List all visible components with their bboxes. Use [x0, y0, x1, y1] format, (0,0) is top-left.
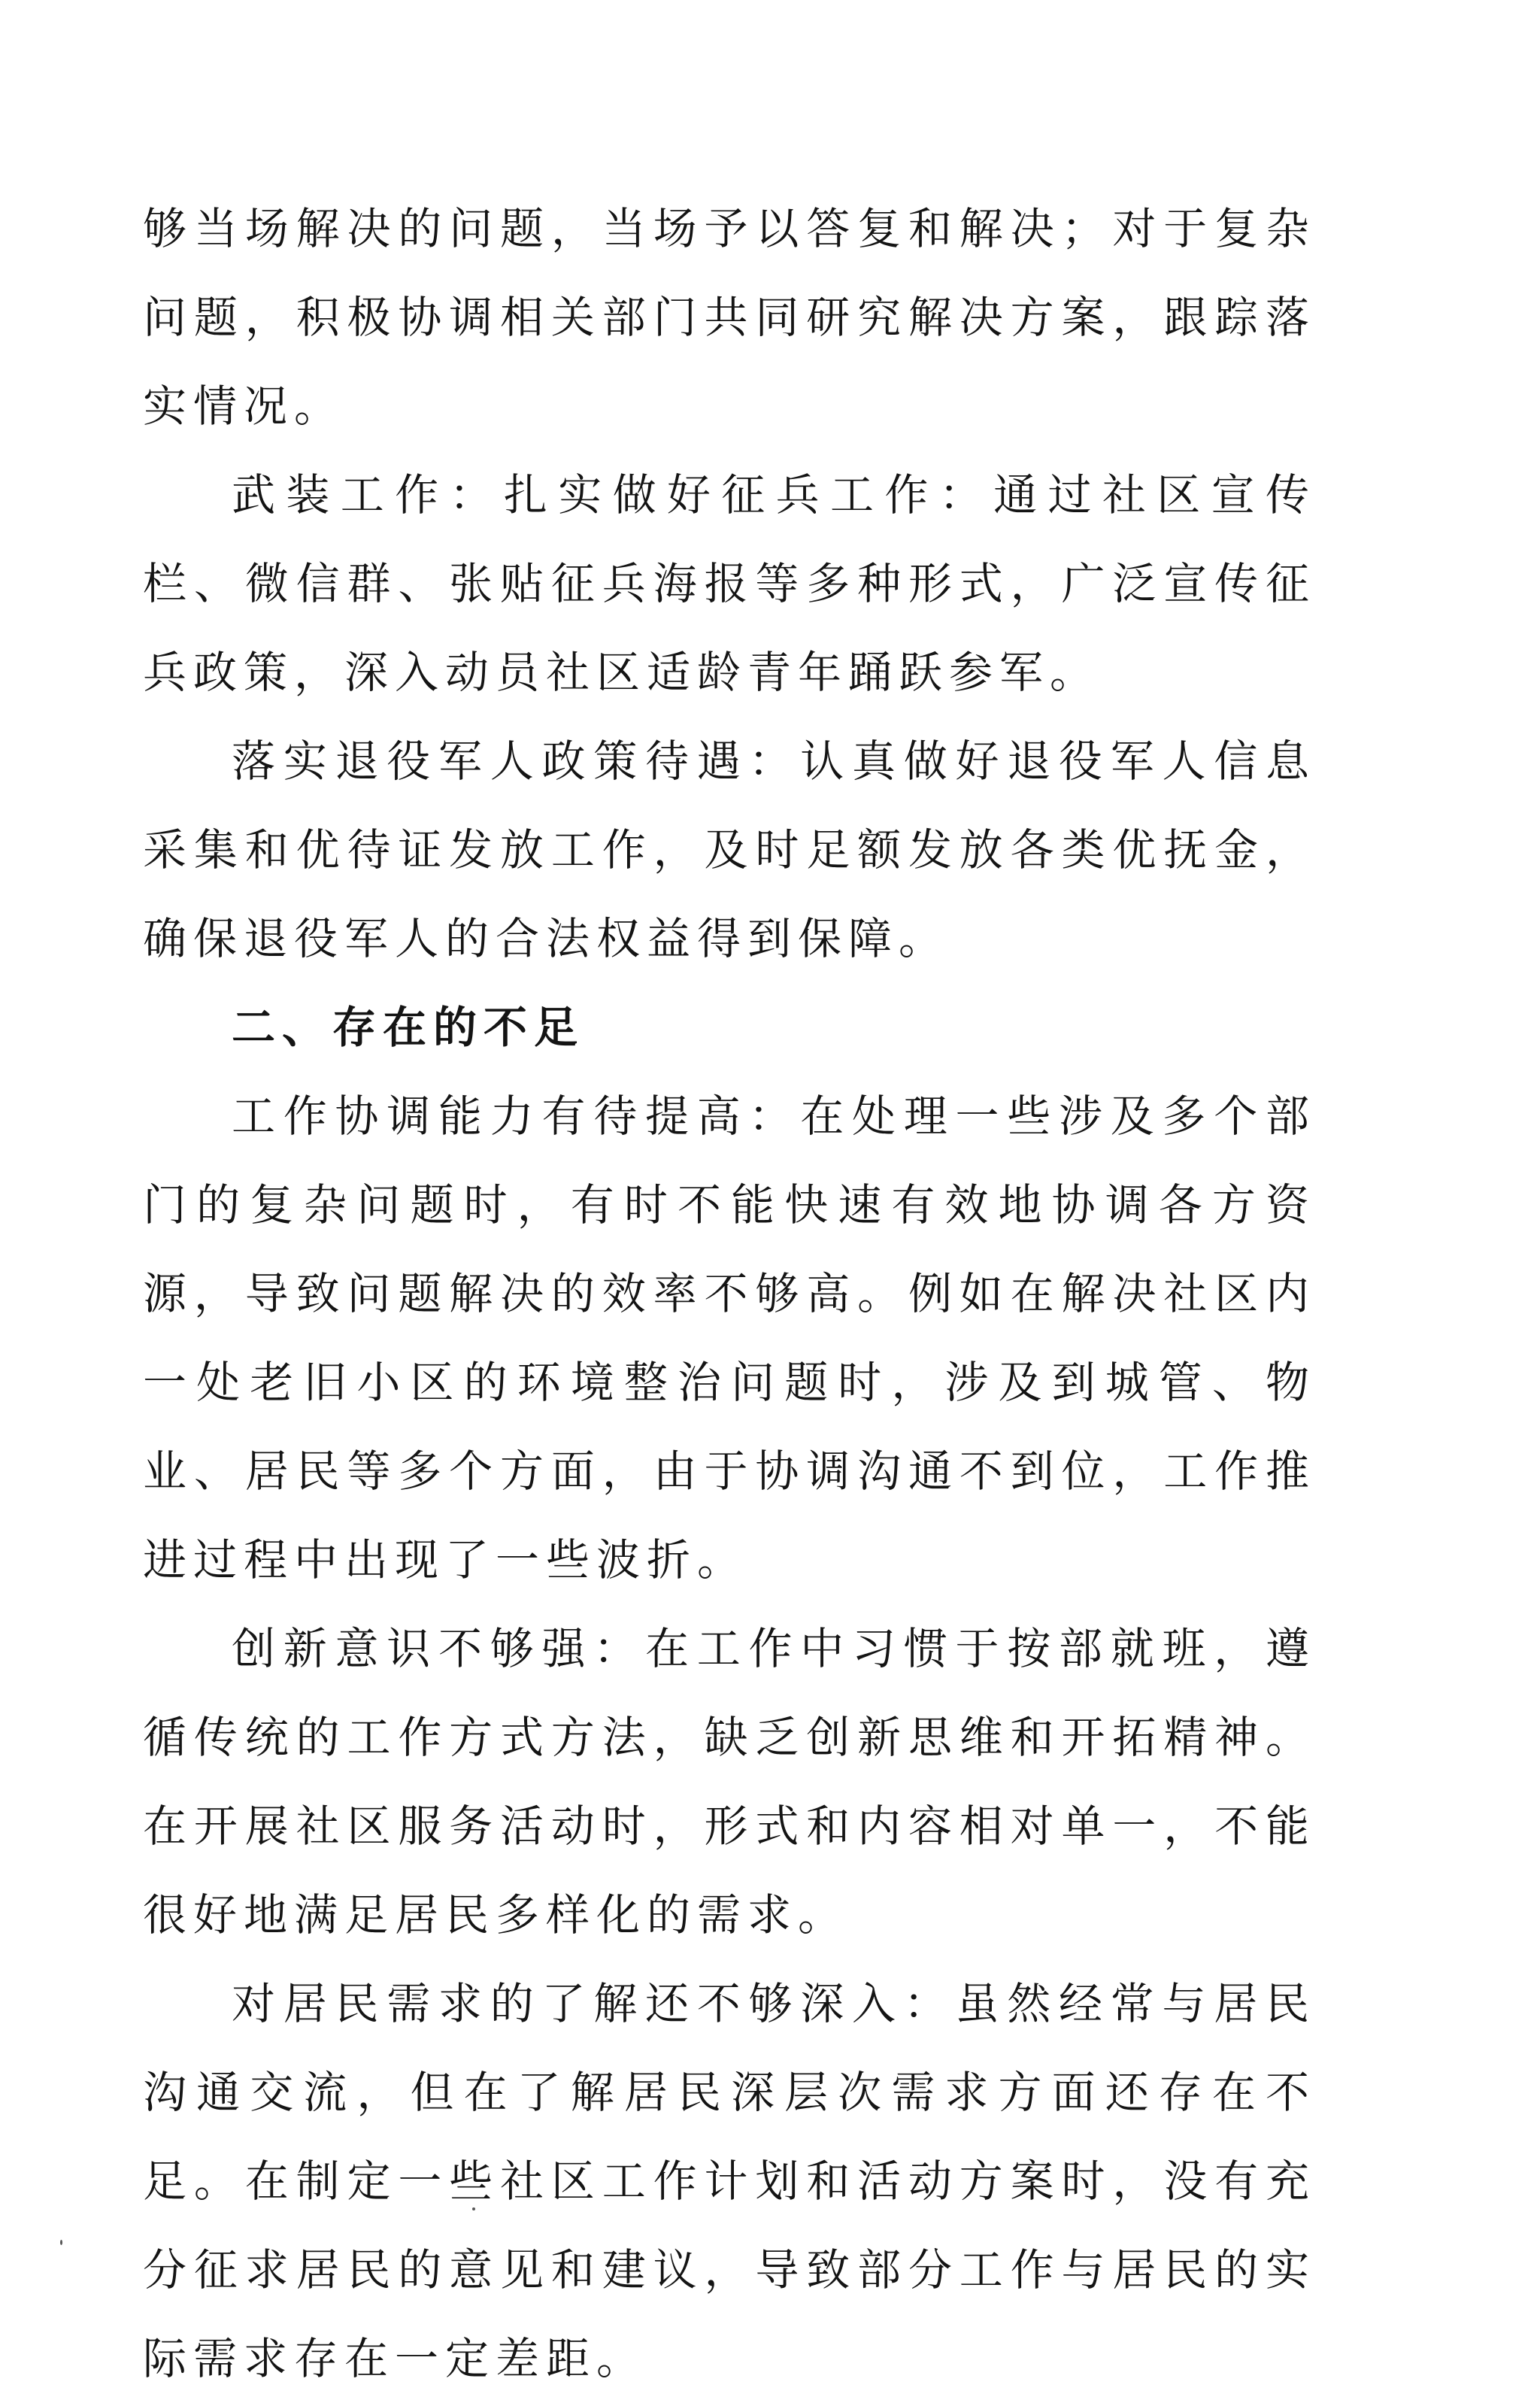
scan-speck — [472, 2207, 475, 2210]
paragraph-resident-needs: 对居民需求的了解还不够深入：虽然经常与居民沟通交流，但在了解居民深层次需求方面还存在不足。在制定一些社区工作计划和活动方案时，没有充分征求居民的意见和建议，导致部分工作与居民的实际需求存在一定差距。 — [143, 1978, 1316, 2384]
paragraph-coordination: 工作协调能力有待提高：在处理一些涉及多个部门的复杂问题时，有时不能快速有效地协调各方资源，导致问题解决的效率不够高。例如在解决社区内一处老旧小区的环境整治问题时，涉及到城管、物业、居民等多个方面，由于协调沟通不到位，工作推进过程中出现了一些波折。 — [143, 1091, 1316, 1585]
scan-speck — [60, 2240, 62, 2245]
paragraph-innovation: 创新意识不够强：在工作中习惯于按部就班，遵循传统的工作方式方法，缺乏创新思维和开拓精神。在开展社区服务活动时，形式和内容相对单一，不能很好地满足居民多样化的需求。 — [143, 1623, 1316, 1940]
document-body — [143, 184, 1316, 2403]
paragraph-military-work: 武装工作：扎实做好征兵工作：通过社区宣传栏、微信群、张贴征兵海报等多种形式，广泛宣传征兵政策，深入动员社区适龄青年踊跃参军。 — [143, 469, 1316, 698]
paragraph-continued: 够当场解决的问题，当场予以答复和解决；对于复杂问题，积极协调相关部门共同研究解决方案，跟踪落实情况。 — [143, 203, 1316, 432]
section-heading-shortcomings: 二、存在的不足 — [232, 1002, 585, 1053]
paragraph-veterans-policy: 落实退役军人政策待遇：认真做好退役军人信息采集和优待证发放工作，及时足额发放各类优抚金，确保退役军人的合法权益得到保障。 — [143, 736, 1316, 964]
